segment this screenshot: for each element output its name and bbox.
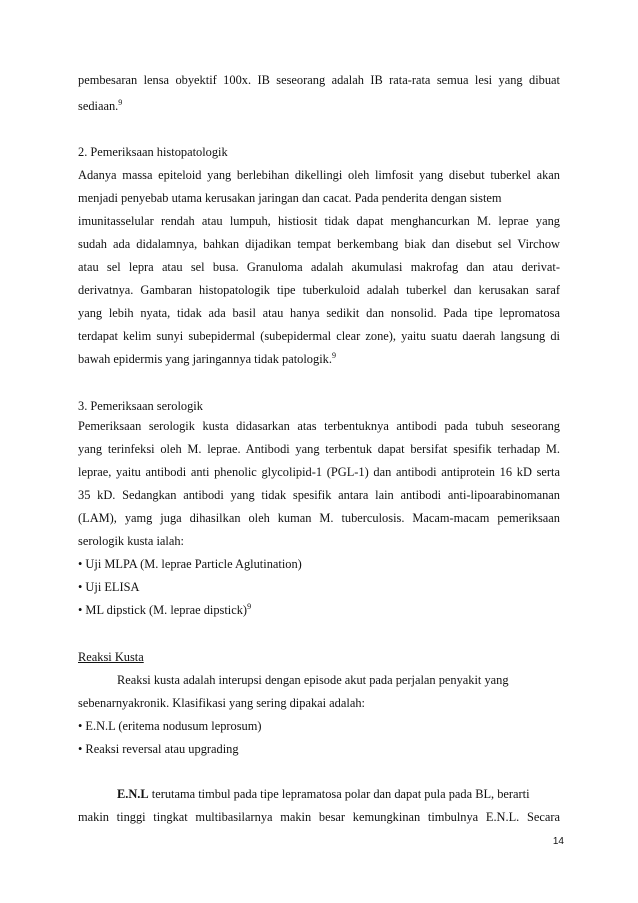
citation-superscript: 9 [247,602,252,611]
section-heading-reaksi-kusta: Reaksi Kusta [78,650,144,664]
list-item: • Reaksi reversal atau upgrading [78,742,239,756]
text-line: leprae, yaitu antibodi anti phenolic glycolipid-1 (PGL-1) dan antibodi antiprotein 16 kD serta [78,465,560,479]
text-line: sudah ada didalamnya, bahkan dijadikan tempat berkembang biak dan disebut sel Virchow [78,237,560,251]
page-number: 14 [552,836,564,847]
section-heading-histopatologik: 2. Pemeriksaan histopatologik [78,145,228,159]
text-line: menjadi penyebab utama kerusakan jaringan dan cacat. Pada penderita dengan sistem [78,191,502,205]
text-line: sebenarnyakronik. Klasifikasi yang sering dipakai adalah: [78,696,365,710]
text-line: terdapat kelim sunyi subepidermal (subepidermal clear zone), yaitu suatu daerah langsung di [78,329,560,343]
text-line: Reaksi kusta adalah interupsi dengan episode akut pada perjalan penyakit yang [117,673,509,687]
text-line: serologik kusta ialah: [78,534,184,548]
list-item: • ML dipstick (M. leprae dipstick)$^9$ [78,602,252,617]
text-line: derivatnya. Gambaran histopatologik tipe tuberkuloid adalah tuberkel dan kerusakan saraf [78,283,560,297]
text-line: makin tinggi tingkat multibasilarnya makin besar kemungkinan timbulnya E.N.L. Secara [78,810,560,824]
text-line: Pemeriksaan serologik kusta didasarkan atas terbentuknya antibodi pada tubuh seseorang [78,419,560,433]
citation-superscript: 9 [118,98,123,107]
section-heading-serologik: 3. Pemeriksaan serologik [78,399,203,413]
list-item: • Uji ELISA [78,580,140,594]
text-line: yang lebih nyata, tidak ada basil atau hanya sedikit dan nonsolid. Pada tipe lepromatosa [78,306,560,320]
text-line: Adanya massa epiteloid yang berlebihan dikellingi oleh limfosit yang disebut tuberkel akan [78,168,560,182]
text-line: yang terinfeksi oleh M. leprae. Antibodi yang terbentuk dapat bersifat spesifik terhadap M. [78,442,560,456]
text-line: atau sel lepra atau sel busa. Granuloma adalah akumulasi makrofag dan atau derivat- [78,260,560,274]
citation-superscript: 9 [331,351,336,360]
text-line: bawah epidermis yang jaringannya tidak patologik.$^9$ [78,351,336,366]
list-item: • Uji MLPA (M. leprae Particle Aglutination) [78,557,302,571]
enl-term: E.N.L [117,787,149,801]
text-line: E.N.L terutama timbul pada tipe lepramatosa polar dan dapat pula pada BL, berarti [117,787,530,801]
text-line: 35 kD. Sedangkan antibodi yang tidak spesifik antara lain antibodi anti-lipoarabinomanan [78,488,560,502]
text-line: sediaan.$^9$ [78,98,123,113]
text-line: (LAM), yamg juga dihasilkan oleh kuman M. tuberculosis. Macam-macam pemeriksaan [78,511,560,525]
list-item: • E.N.L (eritema nodusum leprosum) [78,719,262,733]
text-line: imunitasselular rendah atau lumpuh, histiosit tidak dapat menghancurkan M. leprae yang [78,214,560,228]
text-line: pembesaran lensa obyektif 100x. IB seseorang adalah IB rata-rata semua lesi yang dibuat [78,73,560,87]
